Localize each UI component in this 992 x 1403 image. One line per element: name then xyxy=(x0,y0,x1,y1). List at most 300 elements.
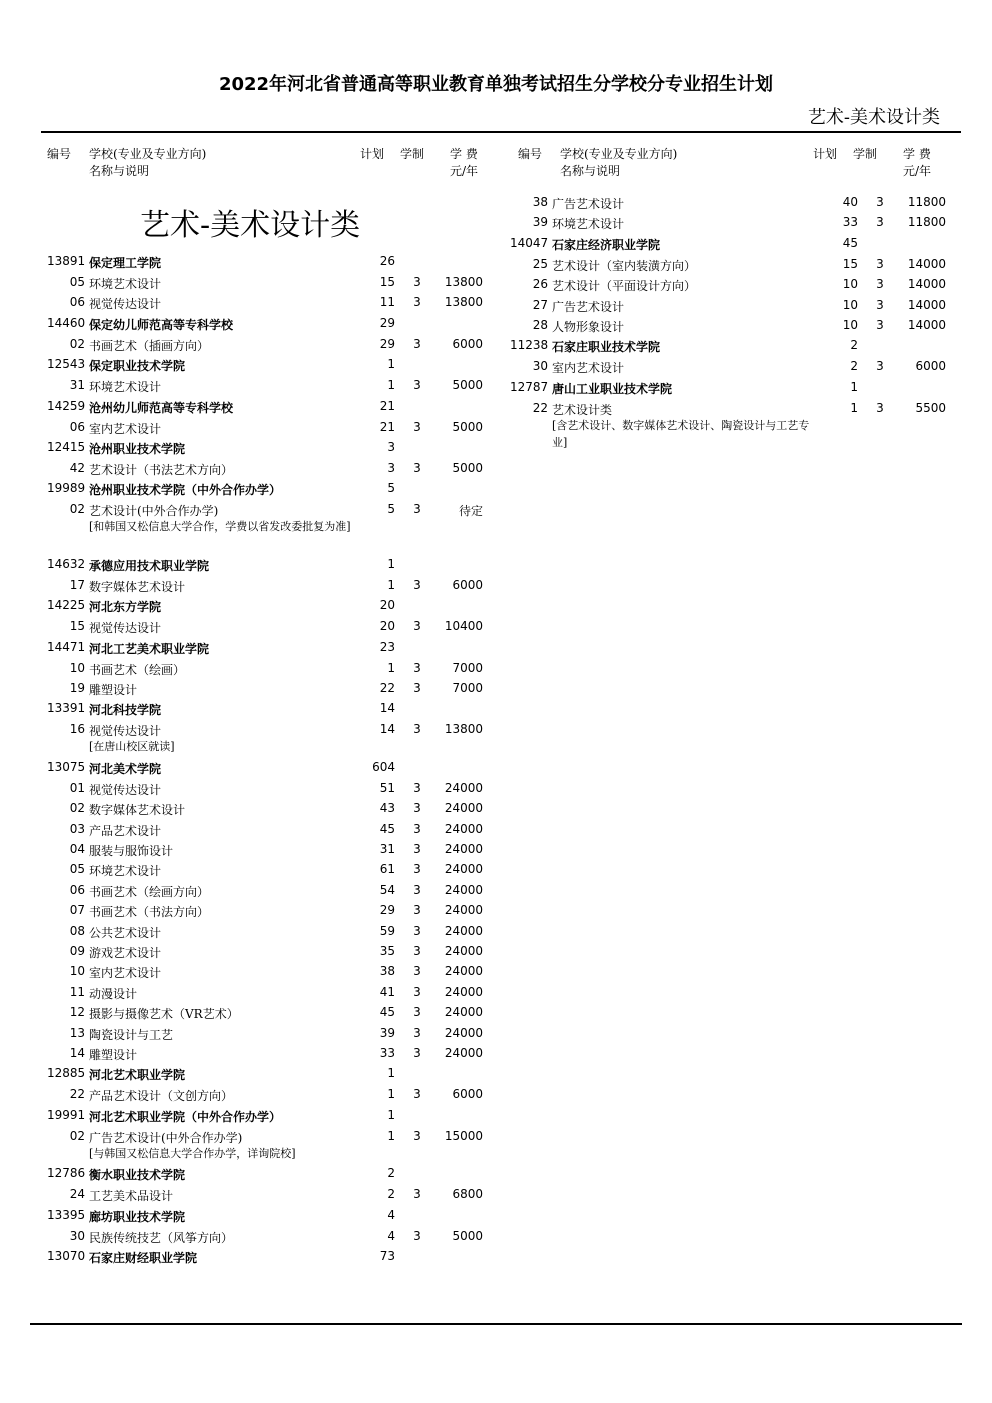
plan-count: 4 xyxy=(387,1207,395,1222)
header-years: 学制 xyxy=(853,147,878,161)
header-fee xyxy=(903,146,931,180)
header-school-line1: 学校(专业及专业方向) xyxy=(89,147,207,161)
school-name: 保定职业技术学院 xyxy=(89,359,186,374)
plan-count: 1 xyxy=(387,1128,395,1143)
school-code: 13395 xyxy=(47,1207,86,1222)
major-row xyxy=(47,1187,507,1205)
major-row xyxy=(47,275,507,293)
study-years: 3 xyxy=(413,1046,421,1060)
plan-count: 1 xyxy=(387,577,395,592)
plan-count: 4 xyxy=(387,1228,395,1243)
study-years: 3 xyxy=(413,984,421,999)
tuition-fee: 15000 xyxy=(444,1128,483,1143)
header-code: 编号 xyxy=(47,147,72,161)
major-name: 视觉传达设计 xyxy=(89,782,162,797)
plan-count: 38 xyxy=(379,964,395,979)
study-years: 3 xyxy=(413,502,421,517)
major-code: 10 xyxy=(69,964,85,979)
footer-rule xyxy=(30,1323,962,1325)
tuition-fee: 24000 xyxy=(444,801,483,816)
major-name: 摄影与摄像艺术（VR艺术） xyxy=(89,1007,239,1022)
major-name: 数字媒体艺术设计 xyxy=(89,579,186,594)
study-years: 3 xyxy=(876,215,884,230)
study-years: 3 xyxy=(413,577,421,592)
tuition-fee: 13800 xyxy=(444,722,483,737)
study-years: 3 xyxy=(413,295,421,310)
major-row xyxy=(47,944,507,962)
major-row xyxy=(47,1046,507,1064)
tuition-fee: 24000 xyxy=(444,862,483,877)
major-code: 02 xyxy=(69,1128,85,1143)
tuition-fee: 11800 xyxy=(907,215,946,230)
major-code: 26 xyxy=(532,277,548,292)
major-row xyxy=(47,883,507,901)
major-note: [含艺术设计、数字媒体艺术设计、陶瓷设计与工艺专业] xyxy=(552,418,810,449)
major-code: 13 xyxy=(69,1025,85,1040)
major-row xyxy=(47,681,507,699)
tuition-fee: 5000 xyxy=(452,461,483,475)
plan-count: 61 xyxy=(379,862,395,877)
tuition-fee: 11800 xyxy=(907,195,946,209)
plan-count: 29 xyxy=(379,903,395,918)
major-name: 民族传统技艺（风筝方向） xyxy=(89,1230,234,1245)
major-row xyxy=(47,1229,507,1247)
major-code: 27 xyxy=(532,297,548,312)
major-code: 12 xyxy=(69,1005,85,1020)
study-years: 3 xyxy=(413,780,421,795)
school-row xyxy=(47,598,507,616)
school-row xyxy=(47,1249,507,1267)
plan-count: 51 xyxy=(379,780,395,795)
plan-count: 20 xyxy=(379,598,395,613)
study-years: 3 xyxy=(876,195,884,209)
header-fee-line2: 元/年 xyxy=(450,164,479,178)
school-name: 保定理工学院 xyxy=(89,256,162,270)
plan-count: 39 xyxy=(379,1025,395,1040)
tuition-fee: 6000 xyxy=(915,359,946,374)
major-code: 02 xyxy=(69,502,85,517)
plan-count: 33 xyxy=(842,215,858,230)
study-years: 3 xyxy=(413,923,421,938)
school-name: 沧州职业技术学院（中外合作办学） xyxy=(89,483,282,498)
school-row xyxy=(47,1208,507,1226)
major-row xyxy=(47,903,507,921)
plan-count: 1 xyxy=(387,556,395,571)
tuition-fee: 10400 xyxy=(444,619,483,634)
plan-count: 23 xyxy=(379,639,395,654)
major-code: 04 xyxy=(69,842,85,856)
major-name: 陶瓷设计与工艺 xyxy=(89,1027,174,1042)
major-row xyxy=(47,801,507,819)
plan-count: 1 xyxy=(387,1087,395,1102)
plan-count: 73 xyxy=(379,1249,395,1263)
school-row xyxy=(47,1066,507,1084)
school-row xyxy=(510,236,970,254)
school-row xyxy=(47,316,507,334)
study-years: 3 xyxy=(413,1228,421,1243)
plan-count: 1 xyxy=(850,400,858,415)
header-rule xyxy=(41,131,961,133)
major-code: 06 xyxy=(69,295,85,310)
major-row xyxy=(510,318,970,336)
major-code: 05 xyxy=(69,275,85,289)
major-name: 产品艺术设计 xyxy=(89,823,162,838)
school-code: 14225 xyxy=(47,598,86,613)
study-years: 3 xyxy=(413,1087,421,1102)
study-years: 3 xyxy=(413,275,421,289)
tuition-fee: 24000 xyxy=(444,842,483,856)
study-years: 3 xyxy=(413,619,421,634)
school-row xyxy=(47,1108,507,1126)
school-code: 12415 xyxy=(47,440,86,454)
plan-count: 29 xyxy=(379,336,395,351)
major-name: 艺术设计（平面设计方向） xyxy=(552,279,697,294)
tuition-fee: 5500 xyxy=(915,400,946,415)
plan-count: 1 xyxy=(387,1107,395,1122)
school-name: 河北艺术职业学院（中外合作办学） xyxy=(89,1109,282,1124)
plan-count: 22 xyxy=(379,681,395,695)
study-years: 3 xyxy=(413,681,421,695)
study-years: 3 xyxy=(413,1128,421,1143)
major-code: 06 xyxy=(69,419,85,434)
major-name: 环境艺术设计 xyxy=(89,277,162,291)
major-name: 人物形象设计 xyxy=(552,320,625,334)
school-row xyxy=(47,701,507,719)
major-code: 02 xyxy=(69,801,85,816)
major-name: 视觉传达设计 xyxy=(89,724,162,739)
plan-count: 45 xyxy=(842,235,858,250)
school-code: 12885 xyxy=(47,1066,86,1081)
major-name: 雕塑设计 xyxy=(89,683,138,697)
header-school-line1: 学校(专业及专业方向) xyxy=(560,147,678,161)
major-name: 室内艺术设计 xyxy=(89,966,162,981)
study-years: 3 xyxy=(413,801,421,816)
major-row xyxy=(47,822,507,840)
header-fee-line1: 学 费 xyxy=(450,147,478,161)
major-row xyxy=(510,298,970,316)
major-name: 视觉传达设计 xyxy=(89,621,162,636)
major-code: 38 xyxy=(532,195,548,209)
plan-count: 15 xyxy=(379,275,395,289)
school-name: 石家庄职业技术学院 xyxy=(552,340,661,355)
study-years: 3 xyxy=(413,842,421,856)
major-name: 艺术设计类 xyxy=(552,402,613,417)
plan-count: 15 xyxy=(842,256,858,271)
major-name: 环境艺术设计 xyxy=(89,864,162,879)
tuition-fee: 24000 xyxy=(444,1046,483,1060)
school-row xyxy=(47,440,507,458)
major-row xyxy=(47,661,507,679)
major-row xyxy=(510,257,970,275)
major-name: 雕塑设计 xyxy=(89,1048,138,1062)
major-name: 广告艺术设计 xyxy=(552,197,625,211)
tuition-fee: 6000 xyxy=(452,1087,483,1102)
plan-count: 33 xyxy=(379,1046,395,1060)
major-code: 03 xyxy=(69,821,85,836)
study-years: 3 xyxy=(876,256,884,271)
plan-count: 21 xyxy=(379,398,395,413)
plan-count: 3 xyxy=(387,440,395,454)
major-code: 42 xyxy=(69,461,85,475)
major-row xyxy=(510,195,970,213)
school-name: 沧州职业技术学院 xyxy=(89,442,186,456)
major-note: [在唐山校区就读] xyxy=(89,740,175,754)
major-code: 16 xyxy=(69,722,85,737)
major-name: 室内艺术设计 xyxy=(552,361,625,376)
study-years: 3 xyxy=(876,400,884,415)
school-code: 19989 xyxy=(47,481,86,496)
major-code: 10 xyxy=(69,660,85,675)
tuition-fee: 24000 xyxy=(444,923,483,938)
school-row xyxy=(47,357,507,375)
school-code: 12787 xyxy=(510,379,549,394)
major-code: 19 xyxy=(69,681,85,695)
category-label: 艺术-美术设计类 xyxy=(807,107,940,128)
major-row xyxy=(47,461,507,479)
school-name: 唐山工业职业技术学院 xyxy=(552,381,673,396)
major-code: 06 xyxy=(69,882,85,897)
plan-count: 5 xyxy=(387,502,395,517)
school-name: 石家庄经济职业学院 xyxy=(552,237,661,252)
plan-count: 10 xyxy=(842,318,858,332)
major-code: 22 xyxy=(69,1087,85,1102)
major-row xyxy=(47,924,507,942)
plan-count: 5 xyxy=(387,481,395,496)
major-name: 书画艺术（绘画） xyxy=(89,662,186,677)
major-row xyxy=(47,378,507,396)
header-school-line2: 名称与说明 xyxy=(89,164,150,178)
school-code: 14259 xyxy=(47,398,86,413)
major-code: 24 xyxy=(69,1187,85,1202)
major-name: 广告艺术设计(中外合作办学) xyxy=(89,1130,243,1145)
school-code: 14460 xyxy=(47,315,86,330)
study-years: 3 xyxy=(876,359,884,374)
school-name: 承德应用技术职业学院 xyxy=(89,558,210,573)
tuition-fee: 13800 xyxy=(444,295,483,310)
plan-count: 604 xyxy=(372,759,395,774)
plan-count: 45 xyxy=(379,1005,395,1020)
major-row xyxy=(47,420,507,438)
school-code: 12543 xyxy=(47,357,86,372)
plan-count: 3 xyxy=(387,461,395,475)
major-name: 艺术设计（书法艺术方向） xyxy=(89,463,234,477)
study-years: 3 xyxy=(876,277,884,292)
major-row xyxy=(510,215,970,233)
major-row xyxy=(47,295,507,313)
tuition-fee: 13800 xyxy=(444,275,483,289)
school-name: 廊坊职业技术学院 xyxy=(89,1209,186,1224)
study-years: 3 xyxy=(413,944,421,958)
tuition-fee: 24000 xyxy=(444,780,483,795)
major-note: [与韩国又松信息大学合作办学，详询院校] xyxy=(89,1146,296,1160)
plan-count: 40 xyxy=(842,195,858,209)
school-name: 河北艺术职业学院 xyxy=(89,1068,186,1083)
major-row xyxy=(47,619,507,637)
study-years: 3 xyxy=(413,1187,421,1202)
plan-count: 35 xyxy=(379,944,395,958)
major-code: 39 xyxy=(532,215,548,230)
major-name: 书画艺术（绘画方向） xyxy=(89,884,210,899)
major-name: 书画艺术（插画方向） xyxy=(89,338,210,353)
major-code: 09 xyxy=(69,944,85,958)
major-note: [和韩国又松信息大学合作，学费以省发改委批复为准] xyxy=(89,520,351,534)
major-code: 07 xyxy=(69,903,85,918)
school-row xyxy=(510,338,970,356)
plan-count: 14 xyxy=(379,701,395,716)
plan-count: 21 xyxy=(379,419,395,434)
tuition-fee: 24000 xyxy=(444,964,483,979)
study-years: 3 xyxy=(413,964,421,979)
plan-count: 59 xyxy=(379,923,395,938)
tuition-fee: 24000 xyxy=(444,1005,483,1020)
tuition-fee: 24000 xyxy=(444,984,483,999)
major-name: 动漫设计 xyxy=(89,986,138,1001)
plan-count: 31 xyxy=(379,842,395,856)
tuition-fee: 24000 xyxy=(444,821,483,836)
major-name: 公共艺术设计 xyxy=(89,925,162,940)
document-title: 2022年河北省普通高等职业教育单独考试招生分学校分专业招生计划 xyxy=(218,74,774,95)
tuition-fee: 5000 xyxy=(452,419,483,434)
school-name: 衡水职业技术学院 xyxy=(89,1168,186,1183)
major-code: 02 xyxy=(69,336,85,351)
major-code: 01 xyxy=(69,780,85,795)
major-code: 05 xyxy=(69,862,85,877)
plan-count: 45 xyxy=(379,821,395,836)
study-years: 3 xyxy=(876,318,884,332)
major-row xyxy=(47,1005,507,1023)
school-code: 14047 xyxy=(510,235,549,250)
study-years: 3 xyxy=(413,862,421,877)
major-name: 环境艺术设计 xyxy=(89,380,162,395)
plan-count: 43 xyxy=(379,801,395,816)
tuition-fee: 待定 xyxy=(458,504,483,519)
school-row xyxy=(47,760,507,778)
plan-count: 2 xyxy=(850,338,858,353)
tuition-fee: 14000 xyxy=(907,277,946,292)
major-code: 30 xyxy=(69,1228,85,1243)
plan-count: 1 xyxy=(387,378,395,393)
school-code: 12786 xyxy=(47,1166,86,1181)
tuition-fee: 5000 xyxy=(452,378,483,393)
school-row xyxy=(47,254,507,272)
school-row xyxy=(510,380,970,398)
study-years: 3 xyxy=(413,660,421,675)
major-row xyxy=(47,1026,507,1044)
study-years: 3 xyxy=(413,722,421,737)
school-code: 14471 xyxy=(47,639,86,654)
header-school xyxy=(560,146,677,180)
header-school xyxy=(89,146,206,180)
plan-count: 1 xyxy=(387,357,395,372)
tuition-fee: 24000 xyxy=(444,903,483,918)
plan-count: 26 xyxy=(379,254,395,268)
school-row xyxy=(47,640,507,658)
tuition-fee: 14000 xyxy=(907,297,946,312)
school-code: 13070 xyxy=(47,1249,86,1263)
major-code: 08 xyxy=(69,923,85,938)
major-row xyxy=(47,781,507,799)
school-code: 13391 xyxy=(47,701,86,716)
tuition-fee: 14000 xyxy=(907,256,946,271)
header-fee xyxy=(450,146,478,180)
header-plan: 计划 xyxy=(360,147,385,161)
major-name: 广告艺术设计 xyxy=(552,299,625,314)
plan-count: 10 xyxy=(842,297,858,312)
major-code: 31 xyxy=(69,378,85,393)
tuition-fee: 24000 xyxy=(444,1025,483,1040)
study-years: 3 xyxy=(413,882,421,897)
major-row xyxy=(510,277,970,295)
school-code: 14632 xyxy=(47,556,86,571)
school-name: 河北工艺美术职业学院 xyxy=(89,641,210,656)
study-years: 3 xyxy=(413,378,421,393)
major-name: 书画艺术（书法方向） xyxy=(89,905,210,920)
tuition-fee: 24000 xyxy=(444,882,483,897)
plan-count: 54 xyxy=(379,882,395,897)
tuition-fee: 6000 xyxy=(452,336,483,351)
header-fee-line2: 元/年 xyxy=(903,164,932,178)
major-name: 室内艺术设计 xyxy=(89,421,162,436)
plan-count: 1 xyxy=(850,379,858,394)
study-years: 3 xyxy=(413,1025,421,1040)
major-row xyxy=(47,1087,507,1105)
tuition-fee: 5000 xyxy=(452,1228,483,1243)
school-row xyxy=(47,399,507,417)
category-heading: 艺术-美术设计类 xyxy=(140,208,361,243)
plan-count: 11 xyxy=(379,295,395,310)
school-name: 保定幼儿师范高等专科学校 xyxy=(89,317,234,332)
plan-count: 41 xyxy=(379,984,395,999)
major-code: 17 xyxy=(69,577,85,592)
school-code: 13075 xyxy=(47,759,86,774)
study-years: 3 xyxy=(413,903,421,918)
school-name: 石家庄财经职业学院 xyxy=(89,1251,198,1265)
study-years: 3 xyxy=(413,419,421,434)
plan-count: 14 xyxy=(379,722,395,737)
header-plan: 计划 xyxy=(813,147,838,161)
school-name: 河北美术学院 xyxy=(89,761,162,776)
plan-count: 2 xyxy=(387,1187,395,1202)
major-name: 环境艺术设计 xyxy=(552,217,625,232)
major-name: 服装与服饰设计 xyxy=(89,844,174,858)
major-row xyxy=(47,578,507,596)
plan-count: 10 xyxy=(842,277,858,292)
school-name: 河北科技学院 xyxy=(89,703,162,718)
school-code: 19991 xyxy=(47,1107,86,1122)
major-code: 30 xyxy=(532,359,548,374)
plan-count: 2 xyxy=(387,1166,395,1181)
tuition-fee: 6000 xyxy=(452,577,483,592)
major-code: 11 xyxy=(69,984,85,999)
school-row xyxy=(47,1166,507,1184)
major-code: 28 xyxy=(532,318,548,332)
major-name: 艺术设计（室内装潢方向） xyxy=(552,258,697,273)
tuition-fee: 24000 xyxy=(444,944,483,958)
plan-count: 1 xyxy=(387,1066,395,1081)
header-fee-line1: 学 费 xyxy=(903,147,931,161)
school-row xyxy=(47,481,507,499)
school-name: 沧州幼儿师范高等专科学校 xyxy=(89,400,234,415)
plan-count: 1 xyxy=(387,660,395,675)
tuition-fee: 14000 xyxy=(907,318,946,332)
major-name: 产品艺术设计（文创方向） xyxy=(89,1089,234,1104)
major-name: 游戏艺术设计 xyxy=(89,946,162,960)
major-row xyxy=(47,337,507,355)
school-name: 河北东方学院 xyxy=(89,600,162,615)
major-name: 艺术设计(中外合作办学) xyxy=(89,504,219,519)
study-years: 3 xyxy=(413,336,421,351)
plan-count: 2 xyxy=(850,359,858,374)
